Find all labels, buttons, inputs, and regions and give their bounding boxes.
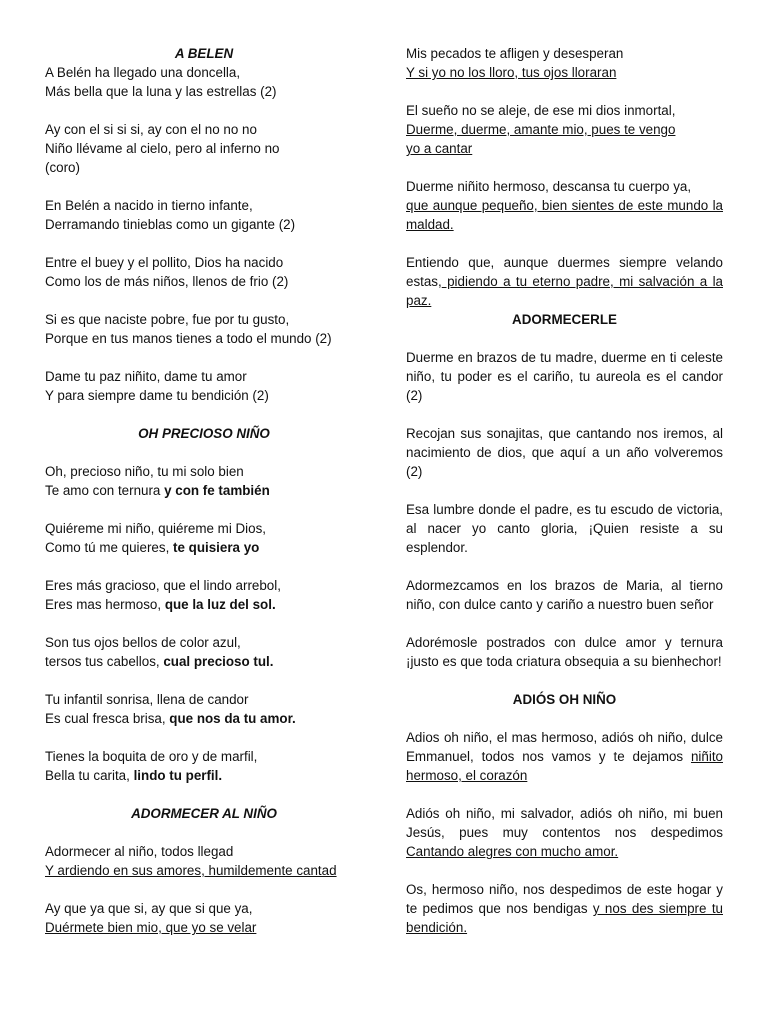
lyric-line: Si es que naciste pobre, fue por tu gusto, — [45, 312, 290, 327]
lyric-line: que aunque pequeño, bien sientes de este mundo la maldad. — [406, 198, 723, 232]
lyric-line: Oh, precioso niño, tu mi solo bien — [45, 464, 244, 479]
lyric-line: Derramando tinieblas como un gigante (2) — [45, 217, 296, 232]
lyric-paragraph: Adormezcamos en los brazos de Maria, al tierno niño, con dulce canto y cariño a nuestro buen señor — [406, 578, 723, 612]
left-column — [45, 44, 363, 937]
lyric-line: Y ardiendo en sus amores, humildemente cantad — [45, 863, 337, 878]
lyric-line: Ay con el si si si, ay con el no no no — [45, 122, 257, 137]
lyric-paragraph: Adorémosle postrados con dulce amor y ternura ¡justo es que toda criatura obsequia a su bienhechor! — [406, 635, 723, 669]
lyric-line: Duerme niñito hermoso, descansa tu cuerpo ya, — [406, 179, 692, 194]
lyric-line: Es cual fresca brisa, que nos da tu amor. — [45, 711, 296, 726]
lyric-line: Mis pecados te afligen y desesperan — [406, 46, 624, 61]
lyric-line: Como los de más niños, llenos de frio (2) — [45, 274, 289, 289]
song-title-a-belen: A BELEN — [174, 46, 234, 61]
lyric-paragraph: Duerme en brazos de tu madre, duerme en ti celeste niño, tu poder es el cariño, tu aureola es el candor (2) — [406, 350, 723, 403]
lyric-line: El sueño no se aleje, de ese mi dios inmortal, — [406, 103, 676, 118]
lyric-line: Y si yo no los lloro, tus ojos lloraran — [406, 65, 617, 80]
song-title-adios-oh-nino: ADIÓS OH NIÑO — [512, 692, 617, 707]
lyric-line: tersos tus cabellos, cual precioso tul. — [45, 654, 274, 669]
lyric-line: Dame tu paz niñito, dame tu amor — [45, 369, 247, 384]
lyric-line: Eres más gracioso, que el lindo arrebol, — [45, 578, 281, 593]
lyric-line: Quiéreme mi niño, quiéreme mi Dios, — [45, 521, 267, 536]
lyric-paragraph: Recojan sus sonajitas, que cantando nos iremos, al nacimiento de dios, que aquí a un año volveremos (2) — [406, 426, 723, 479]
lyric-line: Adormecer al niño, todos llegad — [45, 844, 234, 859]
lyric-line: Entre el buey y el pollito, Dios ha nacido — [45, 255, 284, 270]
lyric-paragraph: Adiós oh niño, mi salvador, adiós oh niño, mi buen Jesús, pues muy contentos nos despedimos Cantando alegres con mucho amor. — [406, 806, 723, 859]
lyric-line: Más bella que la luna y las estrellas (2) — [45, 84, 277, 99]
lyric-paragraph: Adios oh niño, el mas hermoso, adiós oh niño, dulce Emmanuel, todos nos vamos y te dejamos niñito hermoso, el corazón — [406, 730, 723, 783]
lyric-line: Tienes la boquita de oro y de marfil, — [45, 749, 258, 764]
song-title-adormecer-al-nino: ADORMECER AL NIÑO — [131, 806, 277, 821]
lyric-line: Como tú me quieres, te quisiera yo — [45, 540, 260, 555]
lyric-line: Duerme, duerme, amante mio, pues te vengo — [406, 122, 676, 137]
lyric-line: Son tus ojos bellos de color azul, — [45, 635, 241, 650]
lyric-paragraph: Entiendo que, aunque duermes siempre velando estas, pidiendo a tu eterno padre, mi salvación a la paz. — [406, 255, 723, 308]
lyric-line: Porque en tus manos tienes a todo el mundo (2) — [45, 331, 332, 346]
lyric-line: A Belén ha llegado una doncella, — [45, 65, 241, 80]
lyric-line: Niño llévame al cielo, pero al inferno no — [45, 141, 280, 156]
lyric-paragraph: Os, hermoso niño, nos despedimos de este hogar y te pedimos que nos bendigas y nos des siempre tu bendición. — [406, 882, 723, 935]
lyric-line: Duérmete bien mio, que yo se velar — [45, 920, 257, 935]
lyric-line: Ay que ya que si, ay que si que ya, — [45, 901, 253, 916]
lyric-line: Te amo con ternura y con fe también — [45, 483, 270, 498]
lyric-line: Eres mas hermoso, que la luz del sol. — [45, 597, 276, 612]
lyric-line: Y para siempre dame tu bendición (2) — [45, 388, 269, 403]
lyric-line: Tu infantil sonrisa, llena de candor — [45, 692, 249, 707]
right-column — [406, 44, 723, 937]
lyric-line: Bella tu carita, lindo tu perfil. — [45, 768, 223, 783]
song-title-adormecerle: ADORMECERLE — [512, 312, 617, 327]
song-title-oh-precioso-nino: OH PRECIOSO NIÑO — [138, 426, 270, 441]
lyric-line: yo a cantar — [406, 141, 473, 156]
lyric-paragraph: Esa lumbre donde el padre, es tu escudo de victoria, al nacer yo canto gloria, ¡Quien resiste a su esplendor. — [406, 502, 723, 555]
lyric-line: En Belén a nacido in tierno infante, — [45, 198, 253, 213]
lyric-line: (coro) — [45, 160, 80, 175]
